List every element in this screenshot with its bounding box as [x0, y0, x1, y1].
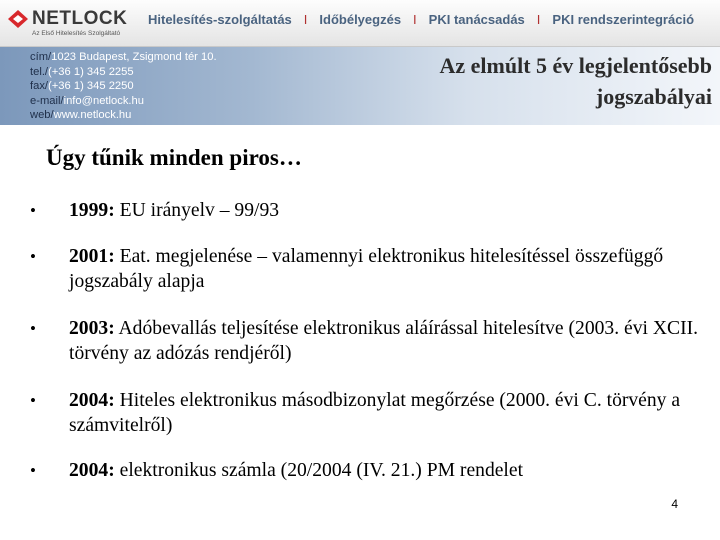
- contact-address: cím/1023 Budapest, Zsigmond tér 10.: [30, 51, 217, 63]
- header-band: [0, 47, 720, 125]
- main-navigation: [148, 12, 694, 27]
- bullet-text: 2004: Hiteles elektronikus másodbizonylat megőrzése (2000. évi C. törvény a számvitelről): [69, 390, 681, 436]
- bullet-marker: •: [30, 319, 36, 338]
- bullet-year: 2004:: [69, 390, 115, 411]
- contact-info: [30, 50, 217, 123]
- contact-email[interactable]: e-mail/info@netlock.hu: [30, 94, 144, 107]
- nav-separator: I: [413, 12, 417, 27]
- bullet-marker: •: [30, 391, 36, 410]
- nav-separator: I: [536, 12, 541, 27]
- slide-title-line-2: jogszabályai: [595, 84, 712, 109]
- top-navigation-bar: [0, 0, 720, 47]
- logo-wordmark: NETLOCK: [32, 8, 128, 29]
- nav-item-timestamping[interactable]: Időbélyegzés: [319, 12, 402, 27]
- bullet-marker: •: [30, 201, 36, 220]
- netlock-logo[interactable]: [8, 8, 138, 40]
- nav-item-certification[interactable]: Hitelesítés-szolgáltatás: [148, 12, 292, 27]
- slide-title-line-1: Az elmúlt 5 év legjelentősebb: [439, 53, 712, 78]
- nav-item-pki-consulting[interactable]: PKI tanácsadás: [428, 12, 525, 27]
- netlock-logo-icon: [8, 10, 28, 28]
- bullet-text: 2003: Adóbevallás teljesítése elektronikus aláírással hitelesítve (2003. évi XCII. törvény az adózás rendjéről): [69, 318, 699, 364]
- bullet-year: 2001:: [69, 246, 115, 267]
- bullet-text: 2001: Eat. megjelenése – valamennyi elektronikus hitelesítéssel összefüggő jogszabály alapja: [69, 246, 664, 292]
- slide-subtitle: Úgy tűnik minden piros…: [46, 145, 302, 170]
- logo-tagline: Az Első Hitelesítés Szolgáltató: [32, 30, 121, 37]
- contact-phone: tel./(+36 1) 345 2255: [30, 65, 134, 78]
- bullet-text: 2004: elektronikus számla (20/2004 (IV. 21.) PM rendelet: [69, 460, 524, 481]
- slide-title: [332, 50, 712, 112]
- page-number: 4: [671, 497, 678, 511]
- contact-web[interactable]: web/www.netlock.hu: [30, 109, 132, 122]
- bullet-text: 1999: EU irányelv – 99/93: [69, 200, 280, 221]
- contact-fax: fax/(+36 1) 345 2250: [30, 80, 134, 93]
- bullet-year: 2004:: [69, 460, 115, 481]
- bullet-marker: •: [30, 461, 36, 480]
- bullet-marker: •: [30, 247, 36, 266]
- nav-item-pki-integration[interactable]: PKI rendszerintegráció: [552, 12, 695, 27]
- bullet-year: 2003:: [69, 318, 115, 339]
- bullet-year: 1999:: [69, 200, 115, 221]
- nav-separator: I: [303, 12, 308, 27]
